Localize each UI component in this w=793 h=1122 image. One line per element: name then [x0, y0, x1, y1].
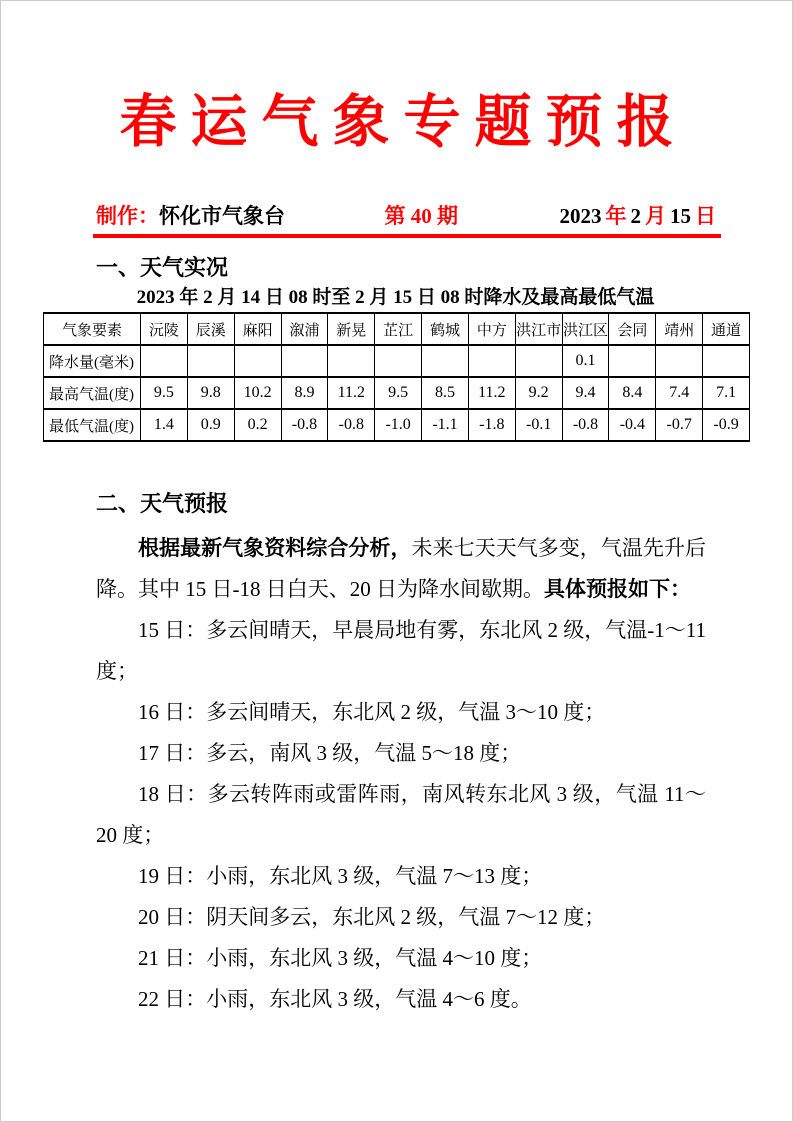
weather-table-title: 2023 年 2 月 14 日 08 时至 2 月 15 日 08 时降水及最高最低气温: [136, 287, 655, 308]
forecast-list: [1, 610, 792, 1020]
date-day-unit: 日: [695, 204, 716, 228]
value-cell: 9.4: [562, 377, 609, 409]
value-cell: -1.1: [422, 409, 469, 441]
value-cell: -1.0: [375, 409, 422, 441]
value-cell: [703, 345, 750, 377]
date-month-unit: 月: [645, 204, 666, 228]
value-cell: [234, 345, 281, 377]
value-cell: [187, 345, 234, 377]
date-year: 2023: [559, 204, 602, 228]
table-header-cell: 气象要素: [44, 313, 141, 345]
value-cell: -1.8: [468, 409, 515, 441]
value-cell: 9.8: [187, 377, 234, 409]
red-divider-line: [93, 234, 721, 238]
intro-bold-tail: 具体预报如下：: [544, 577, 691, 601]
date-day: 15: [670, 204, 691, 228]
value-cell: 8.5: [422, 377, 469, 409]
value-cell: 0.1: [562, 345, 609, 377]
value-cell: 11.2: [468, 377, 515, 409]
table-row: [44, 377, 750, 409]
value-cell: 11.2: [328, 377, 375, 409]
value-cell: -0.8: [281, 409, 328, 441]
table-header-cell: 辰溪: [187, 313, 234, 345]
table-header-cell: 会同: [609, 313, 656, 345]
table-header-cell: 麻阳: [234, 313, 281, 345]
issue-date: [558, 203, 719, 229]
value-cell: -0.8: [562, 409, 609, 441]
forecast-item-day16: 16 日：多云间晴天，东北风 2 级，气温 3～10 度；: [138, 700, 606, 724]
row-label-cell: 最低气温(度): [44, 409, 141, 441]
table-header-cell: 中方: [468, 313, 515, 345]
value-cell: [281, 345, 328, 377]
value-cell: -0.7: [656, 409, 703, 441]
intro-body-text: 未来七天天气多变，气温先升后降。其中 15 日-18 日白天、20 日为降水间歇期。: [96, 536, 706, 601]
maker-label: 制作：: [96, 204, 159, 228]
table-header-cell: 通道: [703, 313, 750, 345]
table-header-cell: 洪江市: [515, 313, 562, 345]
document-title: 春运气象专题预报: [119, 91, 688, 154]
value-cell: 8.9: [281, 377, 328, 409]
forecast-item-day15: 15 日：多云间晴天，早晨局地有雾，东北风 2 级，气温-1～11 度；: [96, 618, 706, 683]
maker-value: 怀化市气象台: [159, 204, 285, 228]
table-header-cell: 溆浦: [281, 313, 328, 345]
value-cell: [515, 345, 562, 377]
date-year-unit: 年: [605, 204, 627, 228]
intro-bold-lead: 根据最新气象资料综合分析，: [138, 536, 412, 560]
weather-observation-table: [43, 312, 750, 442]
value-cell: [468, 345, 515, 377]
date-month: 2: [630, 204, 641, 228]
masthead-row: [93, 203, 721, 229]
table-header-cell: 沅陵: [141, 313, 188, 345]
forecast-intro-paragraph: [96, 528, 706, 610]
value-cell: [656, 345, 703, 377]
table-header-cell: 芷江: [375, 313, 422, 345]
table-row: [44, 409, 750, 441]
value-cell: 8.4: [609, 377, 656, 409]
value-cell: 10.2: [234, 377, 281, 409]
forecast-item-day21: 21 日：小雨，东北风 3 级，气温 4～10 度；: [138, 946, 543, 970]
value-cell: 7.4: [656, 377, 703, 409]
value-cell: 1.4: [141, 409, 188, 441]
value-cell: [375, 345, 422, 377]
value-cell: [422, 345, 469, 377]
issue-number: 第 40 期: [384, 204, 458, 228]
value-cell: 0.2: [234, 409, 281, 441]
table-row: [44, 345, 750, 377]
table-header-cell: 新晃: [328, 313, 375, 345]
value-cell: [141, 345, 188, 377]
value-cell: 9.2: [515, 377, 562, 409]
section2-heading: 二、天气预报: [96, 491, 229, 516]
value-cell: -0.1: [515, 409, 562, 441]
forecast-item-day22: 22 日：小雨，东北风 3 级，气温 4～6 度。: [138, 987, 532, 1011]
table-header-row: [44, 313, 750, 345]
forecast-item-day19: 19 日：小雨，东北风 3 级，气温 7～13 度；: [138, 864, 543, 888]
forecast-item-day18: 18 日：多云转阵雨或雷阵雨，南风转东北风 3 级，气温 11～20 度；: [96, 782, 706, 847]
value-cell: 7.1: [703, 377, 750, 409]
masthead: [93, 203, 721, 238]
value-cell: [328, 345, 375, 377]
table-header-cell: 鹤城: [422, 313, 469, 345]
maker-group: [96, 203, 285, 229]
row-label-cell: 降水量(毫米): [44, 345, 141, 377]
value-cell: -0.4: [609, 409, 656, 441]
value-cell: -0.9: [703, 409, 750, 441]
forecast-item-day20: 20 日：阴天间多云，东北风 2 级，气温 7～12 度；: [138, 905, 606, 929]
value-cell: 9.5: [375, 377, 422, 409]
value-cell: 9.5: [141, 377, 188, 409]
value-cell: [609, 345, 656, 377]
section1-heading: 一、天气实况: [96, 255, 229, 280]
value-cell: 0.9: [187, 409, 234, 441]
value-cell: -0.8: [328, 409, 375, 441]
forecast-item-day17: 17 日：多云，南风 3 级，气温 5～18 度；: [138, 741, 522, 765]
row-label-cell: 最高气温(度): [44, 377, 141, 409]
table-header-cell: 靖州: [656, 313, 703, 345]
table-header-cell: 洪江区: [562, 313, 609, 345]
